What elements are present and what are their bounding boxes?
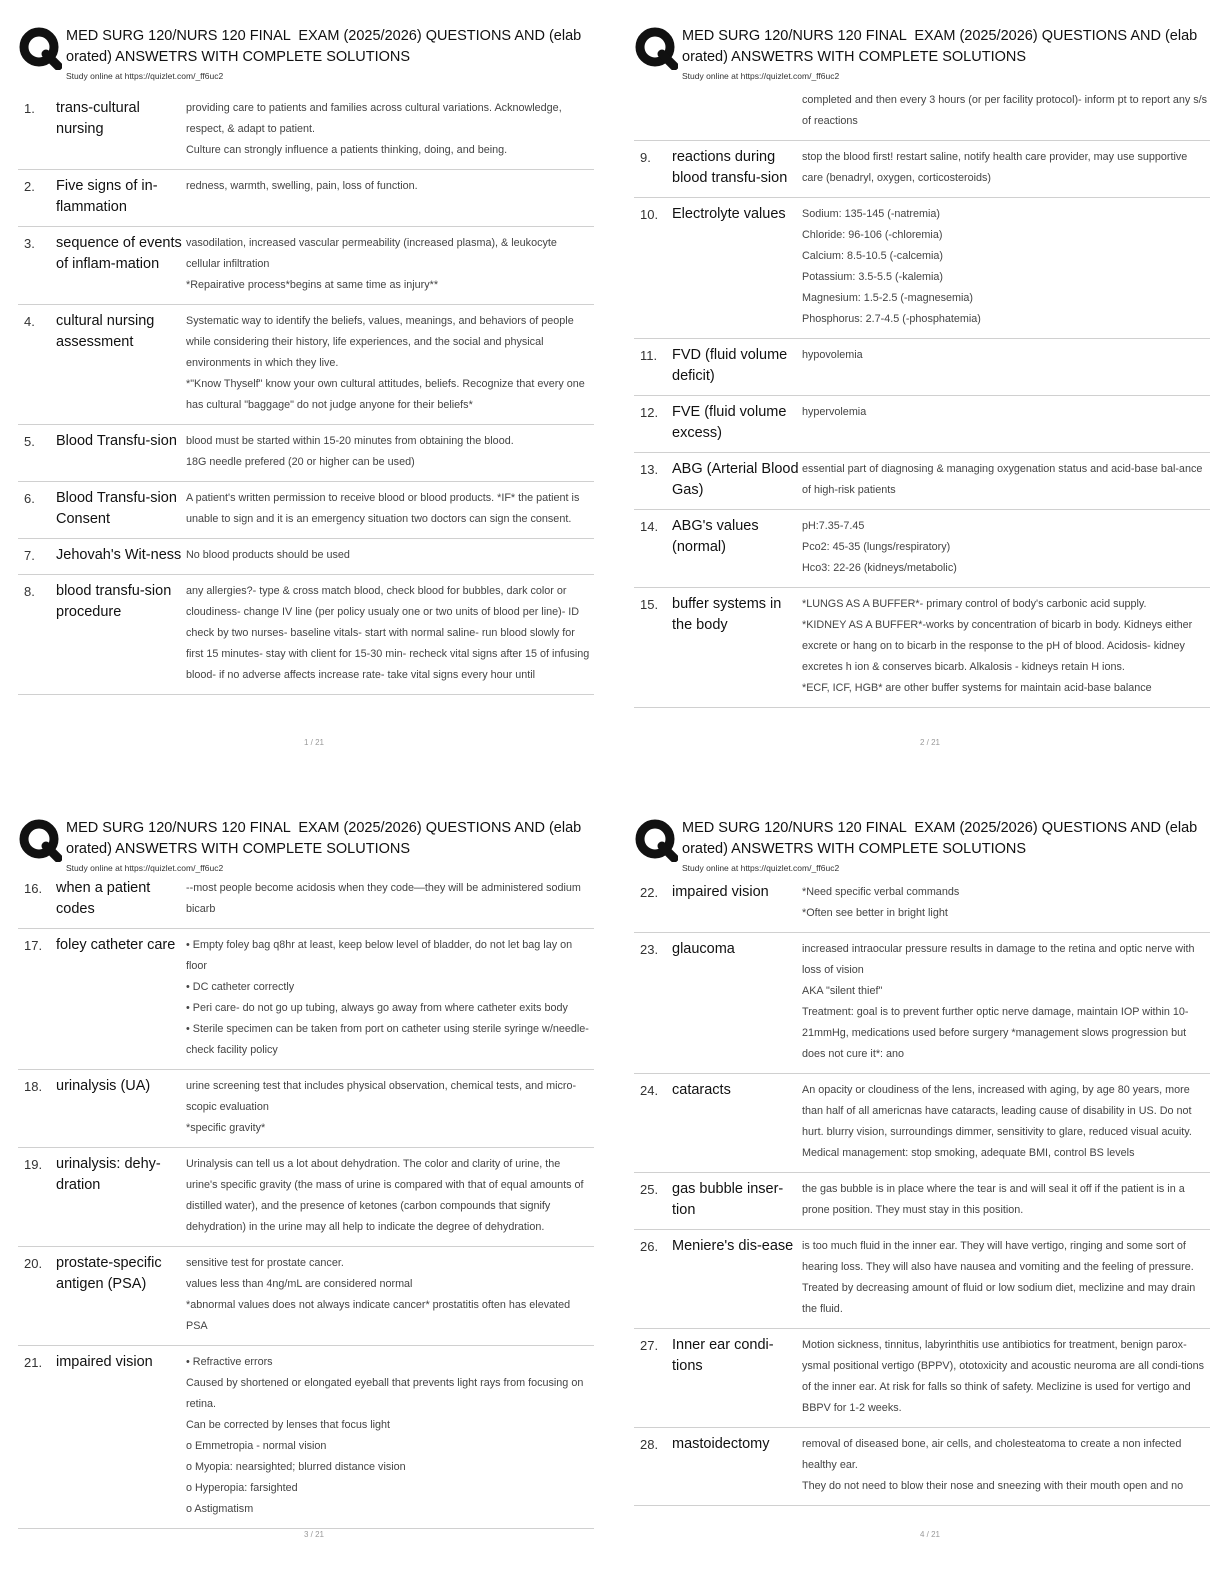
card-definition: *Need specific verbal commands *Often see better in bright light [802,886,960,919]
card-term [672,90,802,132]
flashcard-row [18,227,594,305]
flashcard-row [634,1173,1210,1230]
card-number: 10. [640,207,659,222]
card-definition: stop the blood first! restart saline, notify health care provider, may use supportive care (benadryl, oxygen, corticosteroids) [802,151,1188,184]
card-term: glaucoma [672,941,735,957]
card-number: 28. [640,1437,659,1452]
card-definition: the gas bubble is in place where the tear is and will seal it off if the patient is in a prone position. They must stay in this position. [802,1183,1185,1216]
card-definition: *LUNGS AS A BUFFER*- primary control of body's carbonic acid supply. *KIDNEY AS A BUFFER*-works by concentration of bicarb in body. Kidneys either excrete or hang on to bicarb in the response to the pH of blood. Acidosis- kidney excretes h ion & conserves bicarb. Alkalosis - kidneys retain H ions. *ECF, ICF, HGB* are other buffer systems for maintain acid-base balance [802,598,1193,694]
card-definition: Motion sickness, tinnitus, labyrinthitis use antibiotics for treatment, benign parox-ysmal positional vertigo (BPPV), ototoxicity and acoustic neuroma are all condi-tions of the inner ear. At risk for falls so think of safety. Meclizine is used for vertigo and BBPV for 1-2 weeks. [802,1339,1205,1414]
card-term: Blood Transfu-sion [56,433,177,449]
flashcard-row [634,1074,1210,1173]
card-term: impaired vision [56,1354,153,1370]
card-definition: hypovolemia [802,349,863,361]
flashcard-list [18,92,594,695]
page-header [16,812,614,872]
study-online-link[interactable]: Study online at https://quizlet.com/_ff6uc2 [682,863,840,873]
flashcard-row [18,170,594,227]
document-title: MED SURG 120/NURS 120 FINAL EXAM (2025/2026) QUESTIONS AND (elab orated) ANSWETRS WITH COMPLETE SOLUTIONS [66,820,582,857]
card-definition: No blood products should be used [186,549,350,561]
study-online-link[interactable]: Study online at https://quizlet.com/_ff6uc2 [66,863,224,873]
quizlet-logo-icon [634,818,678,862]
flashcard-row [18,539,594,575]
card-number: 12. [640,405,659,420]
document-page [630,14,1224,774]
card-definition: completed and then every 3 hours (or per facility protocol)- inform pt to report any s/s of reactions [802,94,1208,127]
flashcard-row [634,1230,1210,1329]
card-number: 7. [24,548,35,563]
card-definition: vasodilation, increased vascular permeability (increased plasma), & leukocyte cellular infiltration *Repairative process*begins at same time as injury** [186,237,557,291]
card-number: 11. [640,348,658,363]
flashcard-row [634,453,1210,510]
card-term: blood transfu-sion procedure [56,583,172,620]
card-term: Meniere's dis-ease [672,1238,794,1254]
card-definition: A patient's written permission to receive blood or blood products. *IF* the patient is unable to sign and it is an emergency situation two doctors can sign the consent. [186,492,580,525]
card-number: 13. [640,462,659,477]
document-page [630,806,1224,1566]
card-definition: hypervolemia [802,406,867,418]
flashcard-row [18,575,594,695]
card-number: 4. [24,314,35,329]
card-number: 14. [640,519,659,534]
card-definition: removal of diseased bone, air cells, and cholesteatoma to create a non infected healthy ear. They do not need to blow their nose and sneezing with their mouth open and no [802,1438,1184,1492]
card-term: prostate-specific antigen (PSA) [56,1255,162,1292]
card-definition: Sodium: 135-145 (-natremia) Chloride: 96-106 (-chloremia) Calcium: 8.5-10.5 (-calcemia) Potassium: 3.5-5.5 (-kalemia) Magnesium: 1.5-2.5 (-magnesemia) Phosphorus: 2.7-4.5 (-phosphatemia) [802,208,981,325]
card-term: mastoidectomy [672,1436,770,1452]
card-number: 22. [640,885,659,900]
document-title: MED SURG 120/NURS 120 FINAL EXAM (2025/2026) QUESTIONS AND (elab orated) ANSWETRS WITH COMPLETE SOLUTIONS [682,28,1198,65]
page-number: 2 / 21 [919,738,940,747]
flashcard-row [18,305,594,425]
card-number: 15. [640,597,659,612]
quizlet-logo-icon [18,818,62,862]
flashcard-list [18,872,594,1529]
card-term: ABG (Arterial Blood Gas) [672,461,799,498]
card-number: 18. [24,1079,43,1094]
flashcard-row [634,588,1210,708]
card-number: 9. [640,150,651,165]
card-term: reactions during blood transfu-sion [672,149,788,186]
flashcard-row [634,141,1210,198]
card-term: when a patient codes [56,880,151,917]
page-header [16,20,614,80]
card-definition: sensitive test for prostate cancer. values less than 4ng/mL are considered normal *abnormal values does not always indicate cancer* prostatitis often has elevated PSA [186,1257,571,1332]
card-definition: An opacity or cloudiness of the lens, increased with aging, by age 80 years, more than half of all americnas have cataracts, leading cause of disability in US. Do not hurt. blurry vision, surroundings dimmer, sensitivity to glare, reduced visual acuity. Medical management: stop smoking, adequate BMI, control BS levels [802,1084,1192,1159]
card-term: Electrolyte values [672,206,786,222]
card-definition: essential part of diagnosing & managing oxygenation status and acid-base bal-ance of high-risk patients [802,463,1203,496]
card-number: 26. [640,1239,659,1254]
flashcard-row [18,1148,594,1247]
flashcard-row [634,396,1210,453]
card-number: 3. [24,236,35,251]
quizlet-logo-icon [634,26,678,70]
flashcard-row [18,482,594,539]
card-definition: Systematic way to identify the beliefs, values, meanings, and behaviors of people while considering their history, life experiences, and the social and physical environments in which they live. *"Know Thyself" know your own cultural attitudes, beliefs. Recognize that every one has cultural "baggage" do not judge anyone for their beliefs* [186,315,585,411]
study-online-link[interactable]: Study online at https://quizlet.com/_ff6uc2 [682,71,840,81]
card-number: 1. [24,101,35,116]
card-definition: • Empty foley bag q8hr at least, keep below level of bladder, do not let bag lay on floor • DC catheter correctly • Peri care- do not go up tubing, always go away from where catheter exits body • Sterile specimen can be taken from port on catheter using sterile syringe w/needle- check facility policy [186,939,589,1056]
page-header [632,20,1224,80]
card-definition: providing care to patients and families across cultural variations. Acknowledge, respect, & adapt to patient. Culture can strongly influence a patients thinking, doing, and being. [186,102,562,156]
card-definition: redness, warmth, swelling, pain, loss of function. [186,180,418,192]
card-term: impaired vision [672,884,769,900]
card-number: 21. [24,1355,43,1370]
card-term: cultural nursing assessment [56,313,155,350]
page-number: 1 / 21 [303,738,324,747]
card-term: urinalysis (UA) [56,1078,151,1094]
card-term: sequence of events of inflam-mation [56,235,182,272]
study-online-link[interactable]: Study online at https://quizlet.com/_ff6uc2 [66,71,224,81]
card-term: FVD (fluid volume deficit) [672,347,788,384]
quizlet-logo-icon [18,26,62,70]
flashcard-row [634,84,1210,141]
card-definition: any allergies?- type & cross match blood, check blood for bubbles, dark color or cloudiness- change IV line (per policy usualy one or two units of blood per line)- ID check by two nurses- baseline vitals- start with normal saline- run blood slowly for first 15 minutes- stay with client for 15-30 min- recheck vital signs after 15 of infusing blood- if no adverse affects increase rate- take vital signs every hour until [186,585,590,681]
document-page [14,806,614,1566]
card-number: 6. [24,491,35,506]
flashcard-row [634,1428,1210,1506]
card-number: 8. [24,584,35,599]
card-term: Five signs of in-flammation [56,178,158,215]
page-number: 3 / 21 [303,1530,324,1539]
document-page [14,14,614,774]
flashcard-row [18,872,594,929]
card-definition: Urinalysis can tell us a lot about dehydration. The color and clarity of urine, the urine's specific gravity (the mass of urine is compared with that of equal amounts of distilled water), and the presence of ketones (carbon compounds that signify dehydration) in the urine may all help to indicate the degree of dehydration. [186,1158,584,1233]
flashcard-row [634,339,1210,396]
flashcard-row [634,933,1210,1074]
card-term: FVE (fluid volume excess) [672,404,787,441]
card-number: 25. [640,1182,659,1197]
card-number: 5. [24,434,35,449]
card-number: 23. [640,942,659,957]
card-term: ABG's values (normal) [672,518,759,555]
card-term: Blood Transfu-sion Consent [56,490,177,527]
card-definition: urine screening test that includes physical observation, chemical tests, and micro-scopic evaluation *specific gravity* [186,1080,577,1134]
card-number: 17. [24,938,43,953]
document-title: MED SURG 120/NURS 120 FINAL EXAM (2025/2026) QUESTIONS AND (elab orated) ANSWETRS WITH COMPLETE SOLUTIONS [66,28,582,65]
flashcard-row [18,92,594,170]
card-term: buffer systems in the body [672,596,782,633]
flashcard-row [18,929,594,1070]
card-number: 20. [24,1256,43,1271]
card-number: 16. [24,881,43,896]
card-definition: blood must be started within 15-20 minutes from obtaining the blood. 18G needle prefered (20 or higher can be used) [186,435,514,468]
card-definition: pH:7.35-7.45 Pco2: 45-35 (lungs/respiratory) Hco3: 22-26 (kidneys/metabolic) [802,520,957,574]
card-term: Jehovah's Wit-ness [56,547,182,563]
card-definition: is too much fluid in the inner ear. They will have vertigo, ringing and some sort of hearing loss. They will also have nausea and vomiting and the feeling of pressure. Treated by decreasing amount of fluid or low sodium diet, meclizine and may drain the fluid. [802,1240,1196,1315]
card-term: urinalysis: dehy-dration [56,1156,161,1193]
flashcard-row [634,876,1210,933]
card-term: Inner ear condi-tions [672,1337,774,1374]
flashcard-row [18,1070,594,1148]
card-term: gas bubble inser-tion [672,1181,784,1218]
flashcard-row [18,1247,594,1346]
flashcard-row [634,198,1210,339]
page-number: 4 / 21 [919,1530,940,1539]
card-definition: --most people become acidosis when they code—they will be administered sodium bicarb [186,882,581,915]
flashcard-list [634,876,1210,1506]
card-number [634,90,672,132]
card-number: 24. [640,1083,659,1098]
card-term: cataracts [672,1082,731,1098]
flashcard-row [18,1346,594,1529]
card-definition: increased intraocular pressure results in damage to the retina and optic nerve with loss of vision AKA "silent thief" Treatment: goal is to prevent further optic nerve damage, maintain IOP within 10-21mmHg, medications used before surgery *management slows progression but does not cure it*: ano [802,943,1195,1060]
card-number: 19. [24,1157,43,1172]
card-definition: • Refractive errors Caused by shortened or elongated eyeball that prevents light rays from focusing on retina. Can be corrected by lenses that focus light o Emmetropia - normal vision o Myopia: nearsighted; blurred distance vision o Hyperopia: farsighted o Astigmatism [186,1356,584,1515]
card-number: 2. [24,179,35,194]
page-header [632,812,1224,872]
card-number: 27. [640,1338,659,1353]
document-title: MED SURG 120/NURS 120 FINAL EXAM (2025/2026) QUESTIONS AND (elab orated) ANSWETRS WITH COMPLETE SOLUTIONS [682,820,1198,857]
flashcard-row [634,510,1210,588]
flashcard-row [634,1329,1210,1428]
card-term: foley catheter care [56,937,176,953]
flashcard-row [18,425,594,482]
flashcard-list [634,84,1210,708]
card-term: trans-cultural nursing [56,100,140,137]
